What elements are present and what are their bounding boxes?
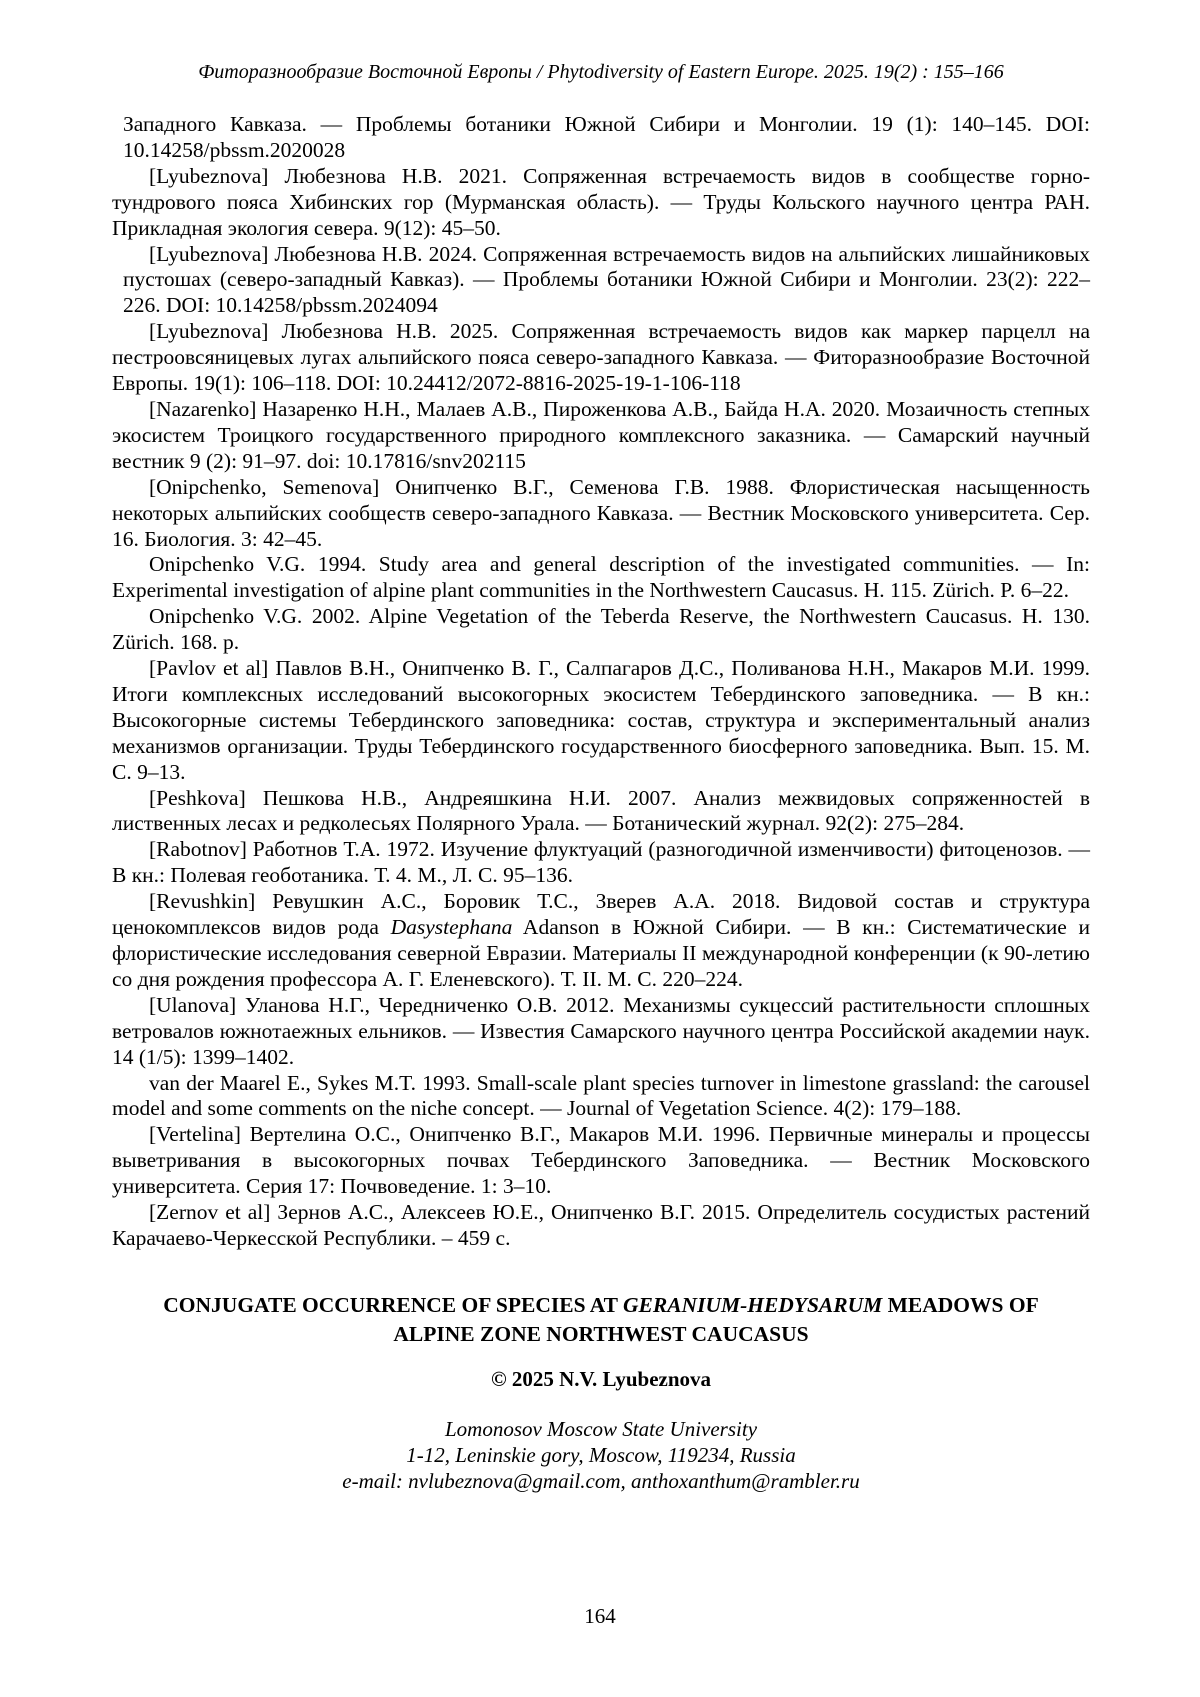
reference-entry <box>112 786 1090 838</box>
reference-entry <box>112 1122 1090 1200</box>
text-segment: Onipchenko V.G. 2002. Alpine Vegetation of the Teberda Reserve, the Northwestern Caucasus. H. 130. Zürich. 168. p. <box>112 604 1090 655</box>
page-number: 164 <box>584 1604 616 1628</box>
reference-entry <box>112 319 1090 397</box>
text-segment: [Zernov et al] Зернов А.С., Алексеев Ю.Е., Онипченко В.Г. 2015. Определитель сосудистых растений Карачаево-Черкесской Республики. – 459 с. <box>112 1200 1090 1250</box>
reference-entry <box>112 397 1090 475</box>
text-segment: [Revushkin] Ревушкин А.С., Боровик Т.С., Зверев А.А. 2018. Видовой состав и структура ценокомплексов видов рода <box>112 889 1090 940</box>
reference-entry <box>112 1071 1090 1123</box>
text-segment: [Ulanova] Уланова Н.Г., Чередниченко О.В. 2012. Механизмы сукцессий растительности сплошных ветровалов южнотаежных ельников. — Известия Самарского научного центра Российской академии наук. 14 (1/5): 1399–1402. <box>112 992 1090 1069</box>
text-segment: MEADOWS OF ALPINE ZONE NORTHWEST CAUCASUS <box>393 1292 1039 1347</box>
reference-entry <box>112 242 1090 320</box>
reference-entry <box>112 604 1090 656</box>
text-segment: [Lyubeznova] Любезнова Н.В. 2021. Сопряженная встречаемость видов в сообществе горно-тундрового пояса Хибинских гор (Мурманская область). — Труды Кольского научного центра РАН. Прикладная экология севера. 9(12): 45–50. <box>112 163 1090 240</box>
text-segment: CONJUGATE OCCURRENCE OF SPECIES AT <box>163 1292 623 1317</box>
reference-entry <box>112 656 1090 786</box>
reference-entry <box>112 552 1090 604</box>
reference-entry <box>112 112 1090 164</box>
text-segment: [Rabotnov] Работнов Т.А. 1972. Изучение флуктуаций (разногодичной изменчивости) фитоценозов. — В кн.: Полевая геоботаника. Т. 4. М., Л. С. 95–136. <box>112 837 1090 888</box>
reference-entry <box>112 475 1090 553</box>
references-list <box>112 112 1090 1252</box>
text-segment: [Lyubeznova] Любезнова Н.В. 2025. Сопряженная встречаемость видов как маркер парцелл на пестроовсяницевых лугах альпийского пояса северо-западного Кавказа. — Фиторазнообразие Восточной Европы. 19(1): 106–118. DOI: 10.24412/2072-8816-2025-19-1-106-118 <box>112 319 1090 396</box>
reference-entry <box>112 837 1090 889</box>
text-segment: Западного Кавказа. — Проблемы ботаники Южной Сибири и Монголии. 19 (1): 140–145. DOI: 10.14258/pbssm.2020028 <box>123 112 1090 162</box>
text-segment: Adanson в Южной Сибири. — В кн.: Систематические и флористические исследования северной Евразии. Материалы II международной конференции (к 90-летию со дня рождения профессора А. Г. Еленевского). Т. II. М. С. 220–224. <box>112 915 1090 991</box>
text-segment: [Nazarenko] Назаренко Н.Н., Малаев А.В., Пироженкова А.В., Байда Н.А. 2020. Мозаичность степных экосистем Троицкого государственного природного комплексного заказника. — Самарский научный вестник 9 (2): 91–97. doi: 10.17816/snv202115 <box>112 396 1090 473</box>
text-segment: [Lyubeznova] Любезнова Н.В. 2024. Сопряженная встречаемость видов на альпийских лишайниковых пустошах (северо-западный Кавказ). — Проблемы ботаники Южной Сибири и Монголии. 23(2): 222–226. DOI: 10.14258/pbssm.2024094 <box>123 241 1090 318</box>
text-segment: [Peshkova] Пешкова Н.В., Андреяшкина Н.И. 2007. Анализ межвидовых сопряженностей в лиственных лесах и редколесьях Полярного Урала. — Ботанический журнал. 92(2): 275–284. <box>112 785 1090 836</box>
text-segment: [Pavlov et al] Павлов В.Н., Онипченко В. Г., Салпагаров Д.С., Поливанова Н.Н., Макаров М.И. 1999. Итоги комплексных исследований высокогорных экосистем Тебердинского заповедника. — В кн.: Высокогорные системы Тебердинского заповедника: состав, структура и экспериментальный анализ механизмов организации. Труды Тебердинского государственного биосферного заповедника. Вып. 15. М. С. 9–13. <box>112 656 1090 784</box>
affiliation-line: e-mail: nvlubeznova@gmail.com, anthoxanthum@rambler.ru <box>342 1468 860 1493</box>
text-segment: van der Maarel E., Sykes M.T. 1993. Small-scale plant species turnover in limestone grassland: the carousel model and some comments on the niche concept. — Journal of Vegetation Science. 4(2): 179–188. <box>112 1070 1090 1121</box>
copyright-line: © 2025 N.V. Lyubeznova <box>490 1366 712 1391</box>
italic-text-segment: GERANIUM-HEDYSARUM <box>623 1292 883 1317</box>
italic-text-segment: Dasystephana <box>390 915 513 940</box>
reference-entry <box>112 1200 1090 1252</box>
text-segment: [Vertelina] Вертелина О.С., Онипченко В.Г., Макаров М.И. 1996. Первичные минералы и процессы выветривания в высокогорных почвах Тебердинского Заповедника. — Вестник Московского университета. Серия 17: Почвоведение. 1: 3–10. <box>112 1122 1090 1199</box>
reference-entry <box>112 889 1090 993</box>
affiliation-block <box>112 1416 1090 1494</box>
affiliation-line: 1-12, Leninskie gory, Moscow, 119234, Russia <box>406 1442 796 1467</box>
text-segment: [Onipchenko, Semenova] Онипченко В.Г., Семенова Г.В. 1988. Флористическая насыщенность некоторых альпийских сообществ северо-западного Кавказа. — Вестник Московского университета. Сер. 16. Биология. 3: 42–45. <box>112 474 1090 551</box>
running-head: Фиторазнообразие Восточной Европы / Phytodiversity of Eastern Europe. 2025. 19(2) : 155–166 <box>198 61 1004 83</box>
reference-entry <box>112 164 1090 242</box>
affiliation-line: Lomonosov Moscow State University <box>444 1416 758 1441</box>
article-title <box>122 1291 1080 1350</box>
reference-entry <box>112 993 1090 1071</box>
text-segment: Onipchenko V.G. 1994. Study area and general description of the investigated communities. — In: Experimental investigation of alpine plant communities in the Northwestern Caucasus. H. 115. Zürich. P. 6–22. <box>112 552 1090 603</box>
